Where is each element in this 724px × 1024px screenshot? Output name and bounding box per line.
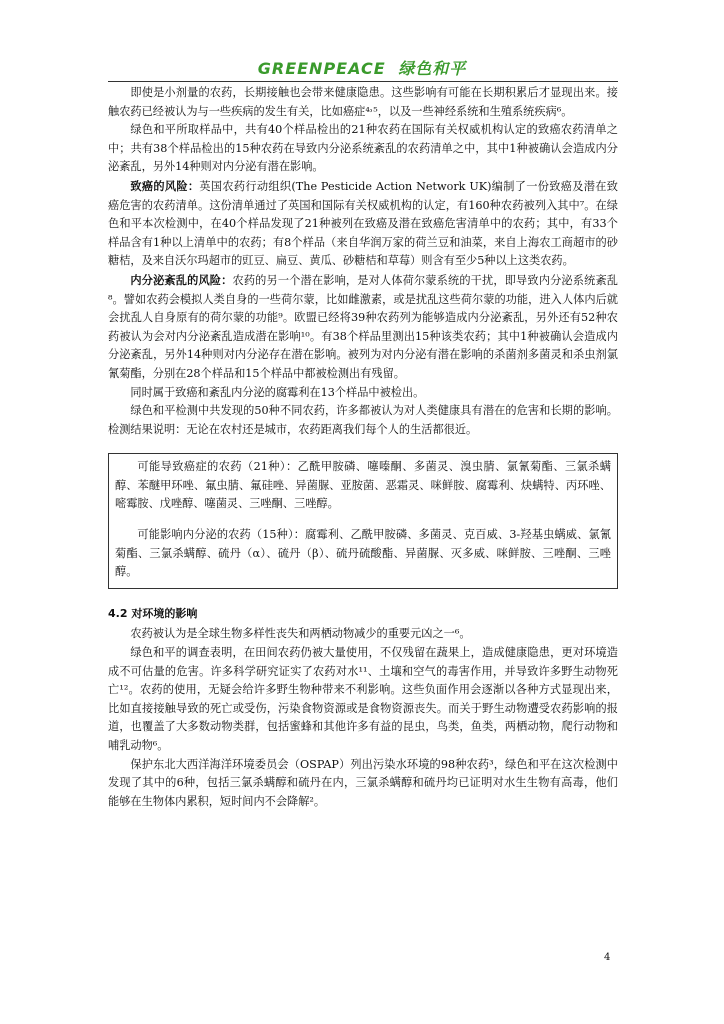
paragraph-procymidone: 同时属于致癌和紊乱内分泌的腐霉利在13个样品中被检出。 bbox=[130, 385, 425, 399]
paragraph-cancer-risk bbox=[108, 177, 618, 271]
paragraph-sample-summary: 绿色和平所取样品中，共有40个样品检出的21种农药在国际有关权威机构认定的致癌农药清单之中；共有38个样品检出的15种农药在导致内分泌系统紊乱的农药清单之中，其中1种被确认会造成内分泌紊乱，另外14种则对内分泌有潜在影响。 bbox=[108, 123, 618, 174]
document-body bbox=[108, 84, 618, 811]
section-paragraph-ospar: 保护东北大西洋海洋环境委员会（OSPAP）列出污染水环境的98种农药³，绿色和平在这次检测中发现了其中的6种，包括三氯杀螨醇和硫丹在内，三氯杀螨醇和硫丹均已证明对水生生物有高毒，他们能够在生物体内累积，短时间内不会降解²。 bbox=[108, 757, 618, 808]
carcinogen-list bbox=[115, 458, 611, 514]
greenpeace-logo-cn: 绿色和平 bbox=[398, 59, 467, 78]
greenpeace-logo: GREENPEACE bbox=[257, 59, 386, 78]
pesticide-list-box bbox=[108, 453, 618, 589]
pesticide-list-box-wrap bbox=[108, 453, 618, 589]
paragraph-endocrine-risk bbox=[108, 271, 618, 384]
carcinogen-list-title: 可能导致癌症的农药（21种）： bbox=[137, 460, 298, 474]
paragraph-health-risk: 即使是小剂量的农药，长期接触也会带来健康隐患。这些影响有可能在长期积累后才显现出来。接触农药已经被认为与一些疾病的发生有关，比如癌症⁴˒⁵，以及一些神经系统和生殖系统疾病⁶。 bbox=[108, 86, 618, 118]
section-title: 4.2 对环境的影响 bbox=[108, 606, 198, 620]
cancer-risk-text: 英国农药行动组织(The Pesticide Action Network UK)编制了一份致癌及潜在致癌危害的农药清单。这份清单通过了英国和国际有关权威机构的认定，有160种农药被列入其中⁷。在绿色和平本次检测中，在40个样品发现了21种被列在致癌及潜在致癌危害清单中的农药；其中，有33个样品含有1种以上清单中的农药；有8个样品（来自华润万家的荷兰豆和油菜，来自上海农工商超市的砂糖桔，及来自沃尔玛超市的豇豆、扁豆、黄瓜、砂糖桔和草莓）则含有至少5种以上这类农药。 bbox=[108, 179, 618, 268]
endocrine-list-items: 腐霉利、乙酰甲胺磷、多菌灵、克百威、3-羟基虫螨威、氯氰菊酯、三氯杀螨醇、硫丹（α）、硫丹（β）、硫丹硫酸酯、异菌脲、灭多威、咪鲜胺、三唑酮、三唑醇。 bbox=[115, 528, 611, 579]
page-header bbox=[0, 56, 724, 79]
page-number: 4 bbox=[604, 952, 611, 963]
endocrine-risk-text: 农药的另一个潜在影响，是对人体荷尔蒙系统的干扰，即导致内分泌系统紊乱⁸。譬如农药会模拟人类自身的一些荷尔蒙，比如雌激素，或是扰乱这些荷尔蒙的功能，进入人体内后就会扰乱人自身原有的荷尔蒙的功能⁹。欧盟已经将39种农药列为能够造成内分泌紊乱，另外还有52种农药被认为会对内分泌紊乱造成潜在影响¹⁰。有38个样品里测出15种该类农药；其中1种被确认会造成内分泌紊乱，另外14种则对内分泌存在潜在影响。被列为对内分泌有潜在影响的杀菌剂多菌灵和杀虫剂氯氰菊酯，分别在28个样品和15个样品中都被检测出有残留。 bbox=[108, 273, 618, 380]
endocrine-list bbox=[115, 526, 611, 582]
endocrine-list-title: 可能影响内分泌的农药（15种）： bbox=[137, 528, 306, 542]
cancer-risk-label: 致癌的风险： bbox=[130, 178, 200, 193]
header-rule bbox=[108, 81, 618, 82]
paragraph-conclusion: 绿色和平检测中共发现的50种不同农药，许多都被认为对人类健康具有潜在的危害和长期的影响。检测结果说明：无论在农村还是城市，农药距离我们每个人的生活都很近。 bbox=[108, 404, 618, 436]
endocrine-risk-label: 内分泌紊乱的风险： bbox=[130, 272, 233, 287]
section-paragraph-biodiversity: 农药被认为是全球生物多样性丧失和两栖动物减少的重要元凶之一⁶。 bbox=[130, 627, 471, 641]
carcinogen-list-items: 乙酰甲胺磷、噻嗪酮、多菌灵、溴虫腈、氯氰菊酯、三氯杀螨醇、苯醚甲环唑、氟虫腈、氟硅唑、异菌脲、亚胺菌、恶霜灵、咪鲜胺、腐霉利、炔螨特、丙环唑、嘧霉胺、戊唑醇、噻菌灵、三唑酮、三唑醇。 bbox=[115, 460, 611, 511]
section-paragraph-survey: 绿色和平的调查表明，在田间农药仍被大量使用，不仅残留在蔬果上，造成健康隐患，更对环境造成不可估量的危害。许多科学研究证实了农药对水¹¹、土壤和空气的毒害作用，并导致许多野生动物死亡¹²。农药的使用，无疑会给许多野生物种带来不利影响。这些负面作用会逐渐以各种方式显现出来，比如直接接触导致的死亡或受伤，污染食物资源或是食物资源丧失。而关于野生动物遭受农药影响的报道，也覆盖了大多数动物类群，包括蜜蜂和其他许多有益的昆虫，鸟类，鱼类，两栖动物，爬行动物和哺乳动物⁶。 bbox=[108, 646, 618, 752]
